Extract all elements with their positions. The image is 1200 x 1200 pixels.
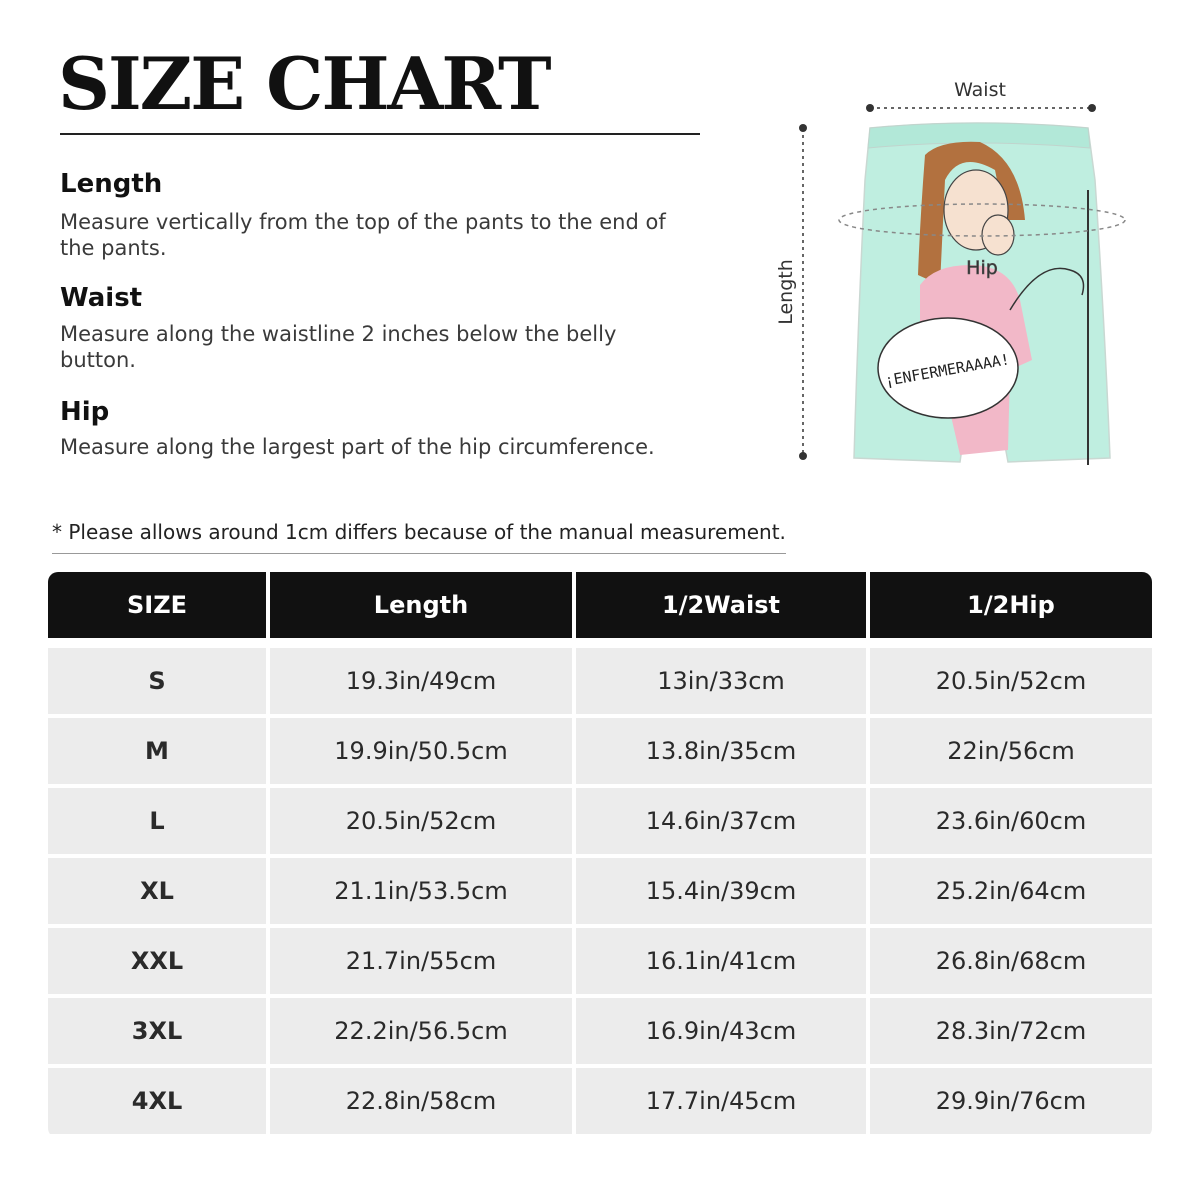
hip-label: Hip [966,257,998,279]
waist-endpoint-left [866,104,874,112]
waist-endpoint-right [1088,104,1096,112]
half-waist-cell: 16.1in/41cm [576,928,866,994]
length-label: Length [775,259,797,325]
half-hip-cell: 20.5in/52cm [870,648,1152,714]
speech-text: ¡ENFERMERAAAA! [883,350,1011,390]
table-row [48,648,1152,714]
table-row [48,998,1152,1064]
half-hip-cell: 23.6in/60cm [870,788,1152,854]
length-cell: 21.1in/53.5cm [270,858,572,924]
header-half-waist: 1/2Waist [576,572,866,638]
title-divider [60,133,700,135]
size-cell: S [48,648,266,714]
length-cell: 19.3in/49cm [270,648,572,714]
half-waist-cell: 15.4in/39cm [576,858,866,924]
table-row [48,1068,1152,1134]
length-description: Measure vertically from the top of the pants to the end of the pants. [60,210,666,260]
length-endpoint-top [799,124,807,132]
size-cell: 3XL [48,998,266,1064]
measurement-note: * Please allows around 1cm differs because of the manual measurement. [52,520,786,544]
size-cell: XXL [48,928,266,994]
half-waist-cell: 13.8in/35cm [576,718,866,784]
size-cell: XL [48,858,266,924]
header-half-hip: 1/2Hip [870,572,1152,638]
half-waist-cell: 17.7in/45cm [576,1068,866,1134]
table-row [48,928,1152,994]
length-cell: 21.7in/55cm [270,928,572,994]
half-hip-cell: 29.9in/76cm [870,1068,1152,1134]
length-endpoint-bottom [799,452,807,460]
page-title: SIZE CHART [58,41,550,126]
shorts-illustration [770,70,1160,480]
header-length: Length [270,572,572,638]
half-hip-cell: 22in/56cm [870,718,1152,784]
girl-hand [982,215,1014,255]
hip-heading: Hip [60,397,110,427]
half-waist-cell: 13in/33cm [576,648,866,714]
size-cell: M [48,718,266,784]
waist-description: Measure along the waistline 2 inches below the belly button. [60,322,617,372]
table-row [48,858,1152,924]
size-cell: 4XL [48,1068,266,1134]
length-cell: 19.9in/50.5cm [270,718,572,784]
half-hip-cell: 25.2in/64cm [870,858,1152,924]
size-cell: L [48,788,266,854]
half-hip-cell: 28.3in/72cm [870,998,1152,1064]
size-table [48,572,1152,1138]
length-cell: 20.5in/52cm [270,788,572,854]
table-row [48,718,1152,784]
hip-description: Measure along the largest part of the hip circumference. [60,435,655,459]
waist-heading: Waist [60,283,143,313]
length-heading: Length [60,169,163,199]
note-divider [52,553,786,554]
half-hip-cell: 26.8in/68cm [870,928,1152,994]
length-cell: 22.2in/56.5cm [270,998,572,1064]
table-row [48,788,1152,854]
table-header-row [48,572,1152,638]
length-cell: 22.8in/58cm [270,1068,572,1134]
waist-label: Waist [954,79,1006,101]
header-size: SIZE [48,572,266,638]
half-waist-cell: 14.6in/37cm [576,788,866,854]
half-waist-cell: 16.9in/43cm [576,998,866,1064]
